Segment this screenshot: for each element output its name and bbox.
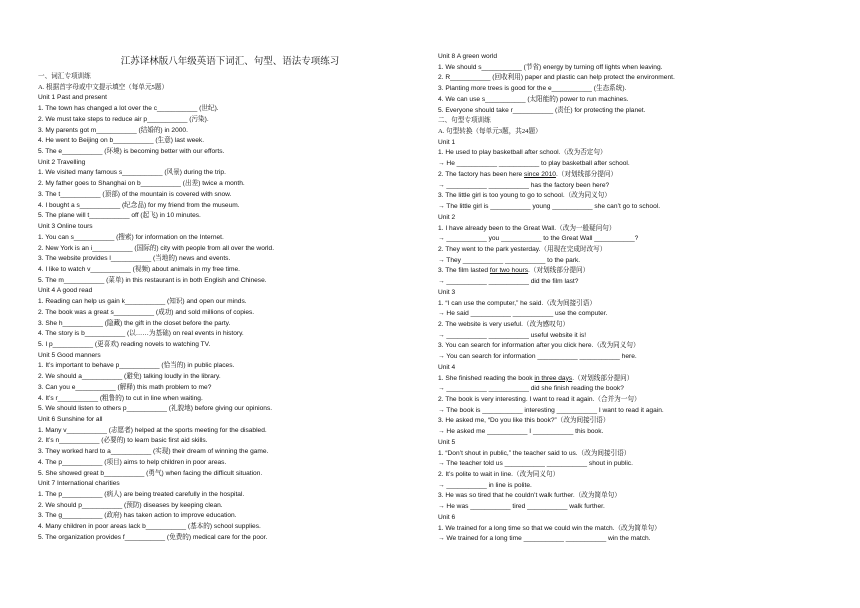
question-line: 3. Planting more trees is good for the e___________ (生态系统). <box>438 85 627 93</box>
right-column <box>438 52 848 545</box>
question-line: 2. It’s n___________ (必要的) to learn basic first aid skills. <box>38 437 208 445</box>
unit-heading: Unit 3 <box>438 288 456 296</box>
question-line: 5. She showed great b___________ (勇气) when facing the difficult situation. <box>38 469 263 477</box>
question-line: 3. The t___________ (顶部) of the mountain is covered with snow. <box>38 190 232 198</box>
unit-heading: Unit 1 <box>438 138 456 146</box>
text-part: 1. She finished reading the book <box>438 374 535 382</box>
question-line: 2. They went to the park yesterday.（用现在完成时改写） <box>438 245 607 253</box>
question-line: 3. You can search for information after you click here.（改为同义句） <box>438 342 640 350</box>
section-heading: A. 根据首字母或中文提示填空（每单元5题） <box>38 83 169 91</box>
question-line: 4. It’s r___________ (粗鲁的) to cut in line when waiting. <box>38 394 203 402</box>
question-line: 4. I like to watch v___________ (视频) about animals in my free time. <box>38 265 240 273</box>
question-line: 5. The m___________ (菜单) in this restaurant is in both English and Chinese. <box>38 276 267 284</box>
question-line: 1. You can s___________ (搜索) for information on the Internet. <box>38 233 224 241</box>
question-line: 3. She h___________ (隐藏) the gift in the closet before the party. <box>38 319 231 327</box>
question-line: 5. The organization provides f___________ (免费的) medical care for the poor. <box>38 533 268 541</box>
unit-heading: Unit 6 <box>438 513 456 521</box>
answer-line: → ___________ ___________ did she finish reading the book? <box>438 385 624 393</box>
question-line: 1. We should s___________ (节省) energy by turning off lights when leaving. <box>438 63 663 71</box>
question-line: 2. New York is an i___________ (国际的) city with people from all over the world. <box>38 244 275 252</box>
question-line: 2. We must take steps to reduce air p___________ (污染). <box>38 115 209 123</box>
answer-line: → The teacher told us ___________ ___________ shout in public. <box>438 460 633 468</box>
question-line: 2. R___________ (回收利用) paper and plastic can help protect the environment. <box>438 74 675 82</box>
unit-heading: Unit 8 A green world <box>438 53 498 60</box>
unit-heading: Unit 6 Sunshine for all <box>38 416 103 423</box>
question-line: 2. The book is very interesting. I want to read it again.（合并为一句） <box>438 396 641 403</box>
question-line: 3. He asked me, “Do you like this book?”（改为间接引语） <box>438 417 610 425</box>
answer-line: → ___________ in line is polite. <box>438 481 532 489</box>
question-line: 1. We visited many famous s___________ (风景) during the trip. <box>38 169 226 177</box>
unit-heading: Unit 7 International charities <box>38 480 120 488</box>
unit-heading: Unit 4 A good read <box>38 287 93 295</box>
answer-line: → ___________ ___________ did the film last? <box>438 278 579 286</box>
answer-line: → ___________ you ___________ to the Great Wall ___________? <box>438 235 639 243</box>
answer-line: → The little girl is ___________ young ___________ she can’t go to school. <box>438 203 661 211</box>
text-part: .（对划线部分提问） <box>528 267 590 275</box>
unit-heading: Unit 2 <box>438 213 456 221</box>
text-part: 2. The factory has been here <box>438 170 525 178</box>
question-line: 3. The website provides l___________ (当地的) news and events. <box>38 255 231 263</box>
page-title: 江苏译林版八年级英语下词汇、句型、语法专项练习 <box>120 57 340 67</box>
question-line: 4. He went to Beijing on b___________ (生意) last week. <box>38 137 205 145</box>
question-line: 3. He was so tired that he couldn’t walk further.（改为简单句） <box>438 492 621 500</box>
underlined-part: in three days <box>534 374 573 382</box>
question-line <box>438 266 848 277</box>
underlined-part: for two hours <box>489 267 529 275</box>
question-line: 2. It’s polite to wait in line.（改为同义句） <box>438 471 560 479</box>
question-line: 4. We can use s___________ (太阳能的) power to run machines. <box>438 95 629 103</box>
answer-line: → He asked me ___________ I ___________ this book. <box>438 428 604 436</box>
question-line: 4. I bought a s___________ (纪念品) for my friend from the museum. <box>38 201 240 209</box>
question-line: 5. I p___________ (更喜欢) reading novels to watching TV. <box>38 340 211 348</box>
answer-line: → The book is ___________ interesting ___________ I want to read it again. <box>438 406 664 414</box>
question-line: 3. The g___________ (政府) has taken action to improve education. <box>38 512 237 520</box>
question-line: 2. We should a___________ (避免) talking loudly in the library. <box>38 373 221 381</box>
question-line: 5. Everyone should take r___________ (责任) for protecting the planet. <box>438 106 646 114</box>
question-line: 2. We should p___________ (预防) diseases by keeping clean. <box>38 501 223 509</box>
left-column <box>38 72 433 544</box>
question-line: 3. They worked hard to a___________ (实现) their dream of winning the game. <box>38 448 269 456</box>
question-line: 1. The p___________ (病人) are being treated carefully in the hospital. <box>38 491 245 499</box>
question-line: 5. The e___________ (环境) is becoming better with our efforts. <box>38 148 225 156</box>
question-line: 3. Can you e___________ (解释) this math problem to me? <box>38 383 212 391</box>
unit-heading: Unit 5 Good manners <box>38 351 101 359</box>
question-line: 4. The p___________ (项目) aims to help children in poor areas. <box>38 458 227 466</box>
answer-line: → He was ___________ tired ___________ walk further. <box>438 503 605 511</box>
section-heading: 二、句型专项训练 <box>438 117 491 125</box>
question-line <box>438 374 848 385</box>
unit-heading: Unit 4 <box>438 363 456 371</box>
unit-heading: Unit 5 <box>438 438 456 446</box>
question-line: 1. The town has changed a lot over the c___________ (世纪). <box>38 105 219 113</box>
question-line: 2. My father goes to Shanghai on b___________ (出差) twice a month. <box>38 180 245 188</box>
question-line: 5. We should listen to others p___________ (礼貌地) before giving our opinions. <box>38 405 273 413</box>
question-line: 3. My parents got m___________ (结婚的) in 2000. <box>38 126 188 134</box>
unit-heading: Unit 1 Past and present <box>38 94 107 102</box>
answer-line: → He ___________ ___________ to play basketball after school. <box>438 160 630 168</box>
text-part: .（对划线部分提问） <box>555 170 618 178</box>
question-line <box>438 170 848 181</box>
answer-line: → We trained for a long time ___________ ___________ win the match. <box>438 535 651 543</box>
unit-heading: Unit 3 Online tours <box>38 223 93 231</box>
question-line: 5. The plane will t___________ off (起飞) in 10 minutes. <box>38 212 201 220</box>
answer-line: → He said ___________ ___________ use the computer. <box>438 310 608 318</box>
unit-heading: Unit 2 Travelling <box>38 158 86 166</box>
section-heading: A. 句型转换（每单元3题，共24题） <box>438 128 542 136</box>
section-heading: 一、词汇专项训练 <box>38 73 91 80</box>
question-line: 1. We trained for a long time so that we could win the match.（改为简单句） <box>438 524 661 532</box>
question-line: 1. Many v___________ (志愿者) helped at the sports meeting for the disabled. <box>38 426 267 434</box>
question-line: 1. Reading can help us gain k___________ (知识) and open our minds. <box>38 298 247 306</box>
question-line: 1. I have already been to the Great Wall.（改为一般疑问句） <box>438 224 616 232</box>
question-line: 1. He used to play basketball after school.（改为否定句） <box>438 149 607 157</box>
text-part: .（对划线部分提问） <box>572 374 634 382</box>
question-line: 3. The little girl is too young to go to school.（改为同义句） <box>438 192 611 200</box>
question-line: 1. It’s important to behave p___________ (恰当的) in public places. <box>38 362 235 370</box>
question-line: 1. “Don’t shout in public,” the teacher said to us.（改为间接引语） <box>438 449 631 457</box>
question-line: 4. The story is b___________ (以……为基础) on real events in history. <box>38 330 244 338</box>
answer-line: → ___________ ___________ has the factory been here? <box>438 181 610 189</box>
answer-line: → They ___________ ___________ to the park. <box>438 256 581 264</box>
question-line: 2. The book was a great s___________ (成功) and sold millions of copies. <box>38 308 255 316</box>
underlined-part: since 2010 <box>524 170 556 178</box>
question-line: 2. The website is very useful.（改为感叹句） <box>438 320 570 328</box>
answer-line: → ___________ ___________ useful website it is! <box>438 331 587 339</box>
question-line: 4. Many children in poor areas lack b___________ (基本的) school supplies. <box>38 523 261 531</box>
answer-line: → You can search for information ___________ ___________ here. <box>438 353 637 361</box>
text-part: 3. The film lasted <box>438 267 490 275</box>
question-line: 1. “I can use the computer,” he said.（改为间接引语） <box>438 299 596 307</box>
